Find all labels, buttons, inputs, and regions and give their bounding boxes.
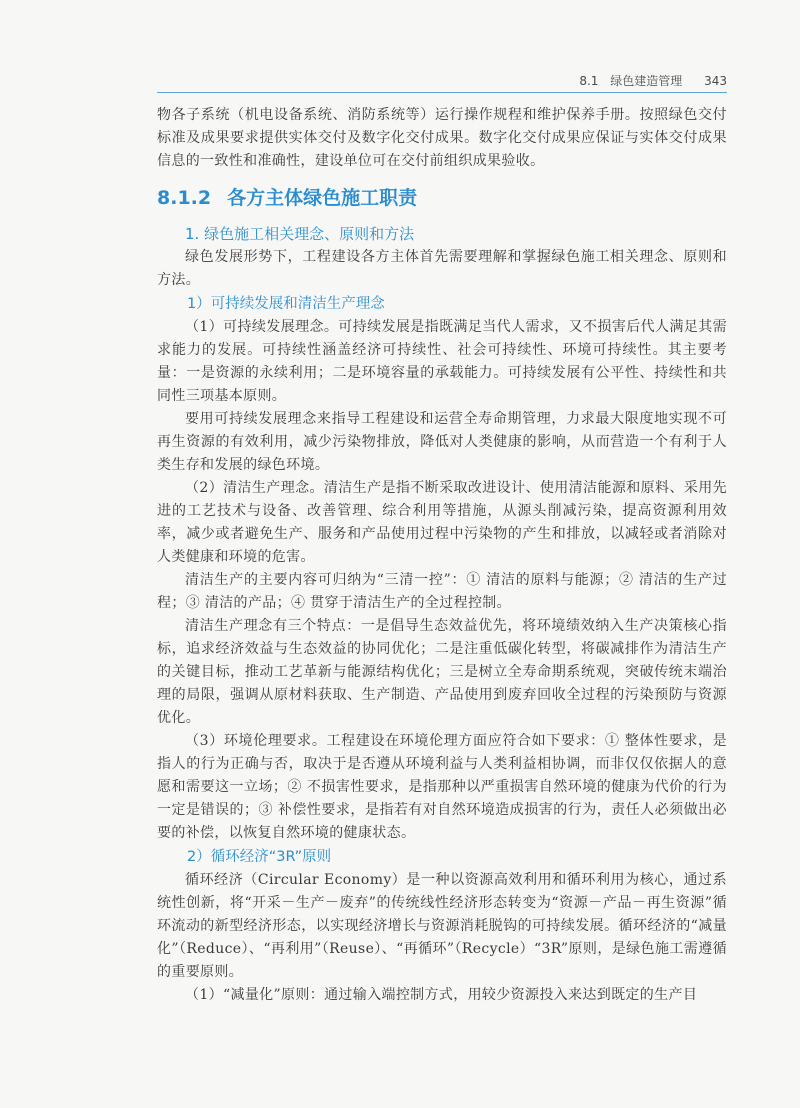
subsection-1-intro: 绿色发展形势下，工程建设各方主体首先需要理解和掌握绿色施工相关理念、原则和方法。 (157, 249, 727, 288)
topic-1-heading: 1）可持续发展和清洁生产理念 (187, 296, 385, 312)
section-heading (157, 184, 727, 212)
page-number: 343 (704, 74, 727, 88)
intro-paragraph: 物各子系统（机电设备系统、消防系统等）运行操作规程和维护保养手册。按照绿色交付标准及成果要求提供实体交付及数字化交付成果。数字化交付成果应保证与实体交付成果信息的一致性和准确性，建设单位可在交付前组织成果验收。 (157, 107, 727, 169)
header-right (571, 72, 727, 89)
page-content (157, 104, 727, 1007)
topic-1-paragraph: 清洁生产理念有三个特点：一是倡导生态效益优先，将环境绩效纳入生产决策核心指标，追求经济效益与生态效益的协同优化；二是注重低碳化转型，将碳减排作为清洁生产的关键目标，推动工艺革新与能源结构优化；三是树立全寿命期系统观，突破传统末端治理的局限，强调从原材料获取、生产制造、产品使用到废弃回收全过程的污染预防与资源优化。 (157, 618, 727, 726)
running-header (157, 72, 727, 94)
topic-2-paragraph: 循环经济（Circular Economy）是一种以资源高效利用和循环利用为核心，通过系统性创新，将“开采－生产－废弃”的传统线性经济形态转变为“资源－产品－再生资源”循环流动的新型经济形态，以实现经济增长与资源消耗脱钩的可持续发展。循环经济的“减量化”（Reduce）、“再利用”（Reuse）、“再循环”（Recycle）“3R”原则，是绿色施工需遵循的重要原则。 (157, 872, 727, 980)
section-title: 各方主体绿色施工职责 (227, 187, 418, 209)
topic-2-paragraph: （1）“减量化”原则：通过输入端控制方式，用较少资源投入来达到既定的生产目 (185, 987, 698, 1003)
topic-1-paragraph: 清洁生产的主要内容可归纳为“三清一控”：① 清洁的原料与能源；② 清洁的生产过程；③ 清洁的产品；④ 贯穿于清洁生产的全过程控制。 (157, 572, 727, 611)
section-number: 8.1.2 (157, 187, 212, 209)
topic-1-paragraph: （3）环境伦理要求。工程建设在环境伦理方面应符合如下要求：① 整体性要求，是指人的行为正确与否，取决于是否遵从环境利益与人类利益相协调，而非仅仅依据人的意愿和需要这一立场；② 不损害性要求，是指那种以严重损害自然环境的健康为代价的行为一定是错误的；③ 补偿性要求，是指若有对自然环境造成损害的行为，责任人必须做出必要的补偿，以恢复自然环境的健康状态。 (157, 733, 727, 841)
topic-1-paragraph: （2）清洁生产理念。清洁生产是指不断采取改进设计、使用清洁能源和原料、采用先进的工艺技术与设备、改善管理、综合利用等措施，从源头削减污染，提高资源利用效率，减少或者避免生产、服务和产品使用过程中污染物的产生和排放，以减轻或者消除对人类健康和环境的危害。 (157, 480, 727, 565)
topic-1-paragraph: 要用可持续发展理念来指导工程建设和运营全寿命期管理，力求最大限度地实现不可再生资源的有效利用，减少污染物排放，降低对人类健康的影响，从而营造一个有利于人类生存和发展的绿色环境。 (157, 411, 727, 473)
header-section-number: 8.1 (579, 74, 599, 88)
header-rule (157, 92, 727, 93)
topic-1-paragraph: （1）可持续发展理念。可持续发展是指既满足当代人需求，又不损害后代人满足其需求能力的发展。可持续性涵盖经济可持续性、社会可持续性、环境可持续性。其主要考量：一是资源的永续利用；二是环境容量的承载能力。可持续发展有公平性、持续性和共同性三项基本原则。 (157, 319, 727, 404)
subsection-1-heading: 1. 绿色施工相关理念、原则和方法 (185, 225, 415, 243)
header-section-title: 绿色建造管理 (610, 74, 683, 88)
topic-2-heading: 2）循环经济“3R”原则 (187, 849, 332, 865)
